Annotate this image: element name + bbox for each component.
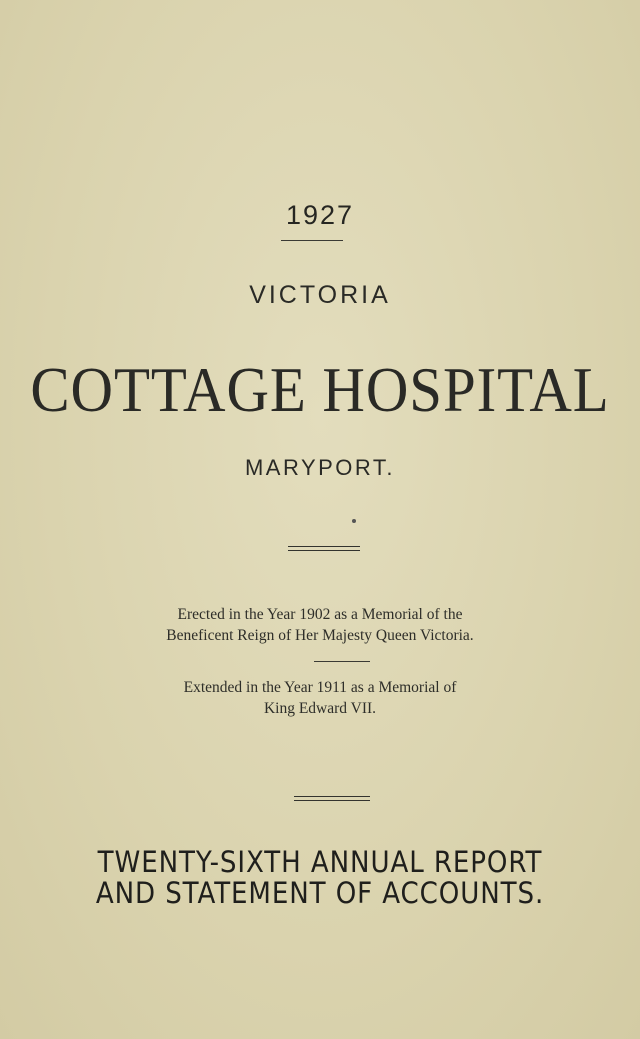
double-rule-bottom xyxy=(294,796,370,801)
report-title-line2: AND STATEMENT OF ACCOUNTS. xyxy=(95,876,545,910)
hospital-name-line1: VICTORIA xyxy=(249,281,391,309)
year-heading: 1927 xyxy=(285,200,355,230)
hospital-name-line2: COTTAGE HOSPITAL xyxy=(30,354,610,425)
double-rule-top xyxy=(288,546,360,551)
town-name: MARYPORT. xyxy=(244,455,396,480)
year-underline xyxy=(281,240,343,241)
erected-line-1: Erected in the Year 1902 as a Memorial of the xyxy=(177,606,463,623)
erected-line-2: Beneficent Reign of Her Majesty Queen Victoria. xyxy=(166,627,474,644)
report-title-line1: TWENTY-SIXTH ANNUAL REPORT xyxy=(97,845,543,879)
ornament-dot xyxy=(352,519,356,523)
erected-paragraph xyxy=(0,604,640,646)
extended-line-2: King Edward VII. xyxy=(263,700,377,717)
extended-line-1: Extended in the Year 1911 as a Memorial of xyxy=(183,679,457,696)
divider-rule xyxy=(314,661,370,662)
extended-paragraph xyxy=(0,677,640,719)
